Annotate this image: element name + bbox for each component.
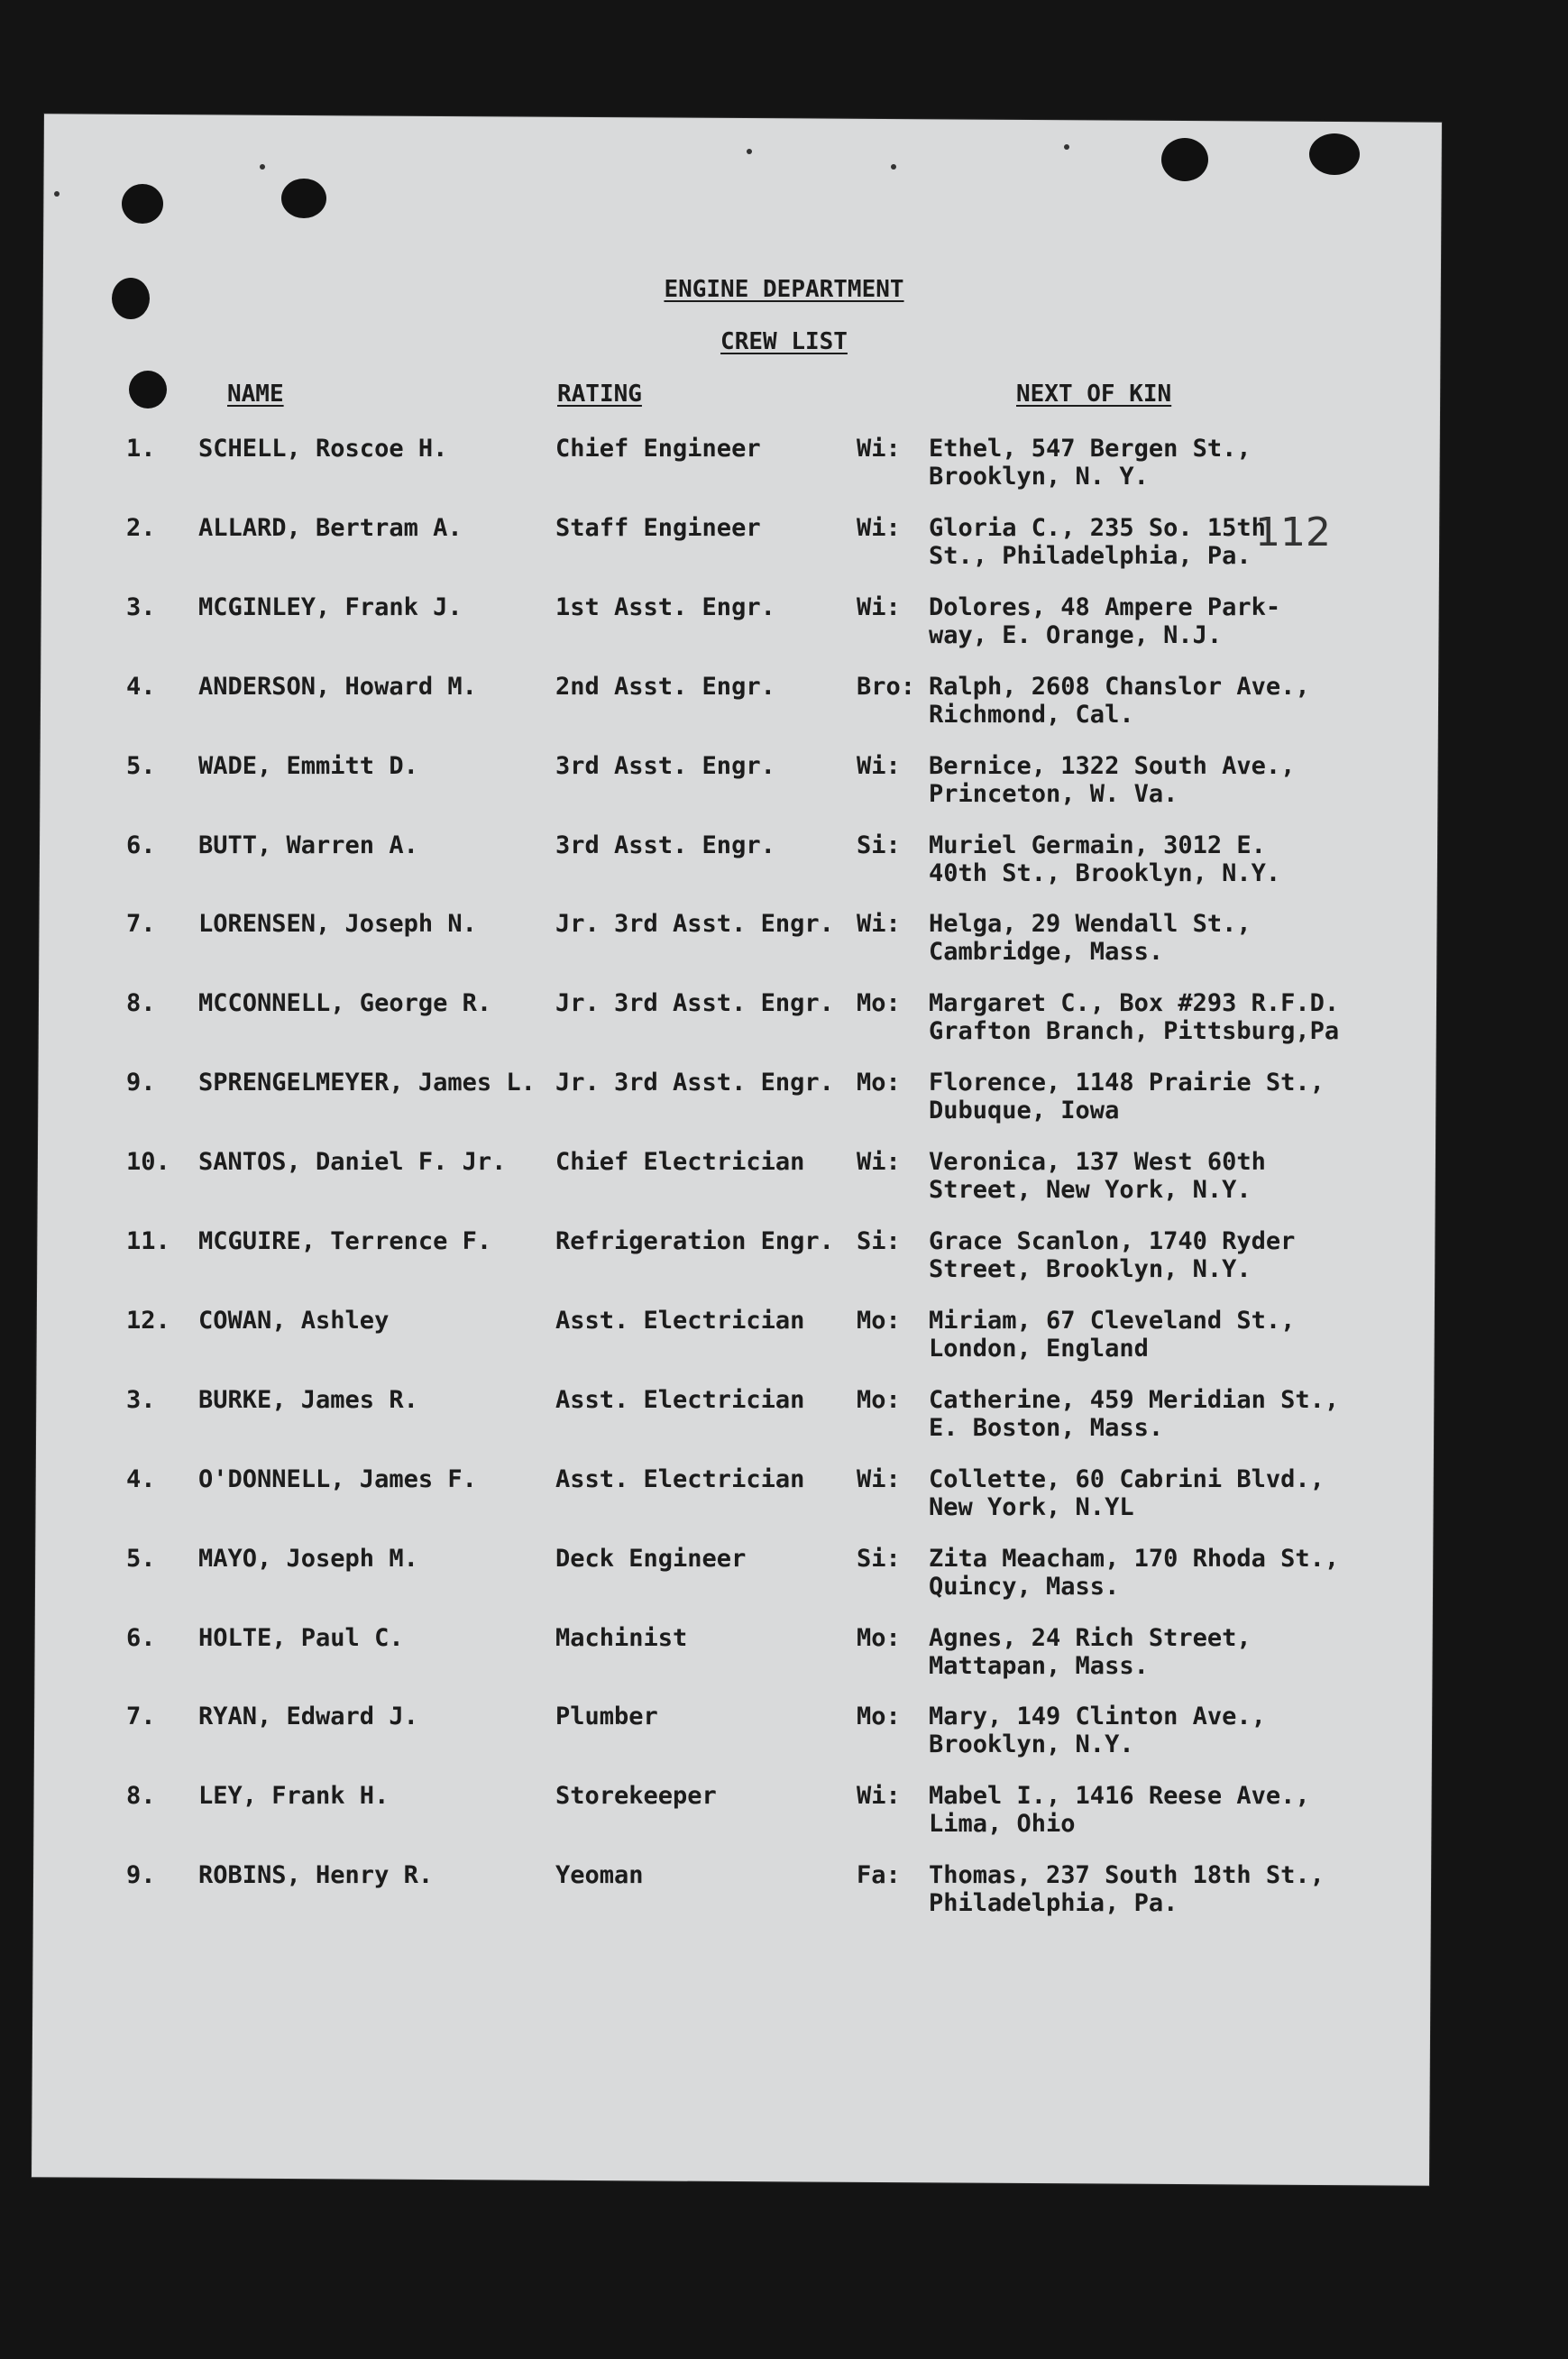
next-of-kin-address [929,593,1280,649]
crew-name: LORENSEN, Joseph N. [198,910,477,938]
crew-row [0,831,1568,904]
kin-line-2: Cambridge, Mass. [929,938,1164,966]
kin-line-1: Collette, 60 Cabrini Blvd., [929,1465,1325,1493]
kin-line-2: 40th St., Brooklyn, N.Y. [929,859,1281,887]
next-of-kin-address [929,1861,1325,1917]
crew-name: ROBINS, Henry R. [198,1861,434,1889]
crew-name: SCHELL, Roscoe H. [198,435,448,463]
crew-row [0,1624,1568,1696]
crew-rating: Yeoman [555,1861,644,1889]
row-number: 7. [126,910,156,938]
row-number: 1. [126,435,156,463]
crew-name: LEY, Frank H. [198,1782,390,1810]
row-number: 4. [126,1465,156,1493]
crew-row [0,1227,1568,1299]
row-number: 6. [126,831,156,859]
next-of-kin-address [929,831,1280,887]
crew-rating: Storekeeper [555,1782,717,1810]
column-header-rating: RATING [557,381,642,408]
next-of-kin-address [929,435,1252,491]
next-of-kin-address [929,1148,1266,1204]
kin-line-2: Brooklyn, N. Y. [929,463,1149,491]
kin-line-1: Mabel I., 1416 Reese Ave., [929,1782,1310,1810]
crew-name: MCGINLEY, Frank J. [198,593,463,621]
row-number: 7. [126,1703,156,1730]
crew-rating: Deck Engineer [555,1545,747,1573]
punch-hole [129,371,167,408]
kin-line-1: Catherine, 459 Meridian St., [929,1386,1340,1414]
kin-line-2: Street, New York, N.Y. [929,1176,1252,1204]
crew-row [0,1069,1568,1141]
crew-rating: Staff Engineer [555,514,761,542]
crew-rating: Jr. 3rd Asst. Engr. [555,989,834,1017]
crew-row [0,752,1568,824]
crew-name: BUTT, Warren A. [198,831,418,859]
next-of-kin-address [929,989,1339,1045]
document-title: ENGINE DEPARTMENT [664,276,904,303]
kin-line-1: Mary, 149 Clinton Ave., [929,1703,1266,1730]
row-number: 3. [126,1386,156,1414]
document-subtitle: CREW LIST [720,328,848,355]
crew-row [0,1545,1568,1617]
kin-line-1: Bernice, 1322 South Ave., [929,752,1296,780]
next-of-kin-address [929,1069,1325,1124]
kin-line-2: Richmond, Cal. [929,701,1134,729]
crew-rating: Refrigeration Engr. [555,1227,834,1255]
kin-line-1: Thomas, 237 South 18th St., [929,1861,1325,1889]
crew-name: RYAN, Edward J. [198,1703,418,1730]
kin-line-2: Grafton Branch, Pittsburg,Pa [929,1017,1340,1045]
crew-rating: Asst. Electrician [555,1465,805,1493]
row-number: 5. [126,1545,156,1573]
row-number: 9. [126,1861,156,1889]
kin-line-1: Gloria C., 235 So. 15th [929,514,1266,542]
kin-line-2: Princeton, W. Va. [929,780,1178,808]
crew-name: COWAN, Ashley [198,1307,390,1335]
crew-row [0,1307,1568,1379]
kin-line-2: New York, N.YL [929,1493,1134,1521]
row-number: 10. [126,1148,170,1176]
next-of-kin-address [929,1782,1310,1838]
crew-row [0,1861,1568,1933]
row-number: 5. [126,752,156,780]
crew-name: WADE, Emmitt D. [198,752,418,780]
crew-rating: Plumber [555,1703,658,1730]
kin-relation: Mo: [857,1069,901,1097]
kin-line-1: Muriel Germain, 3012 E. [929,831,1266,859]
next-of-kin-address [929,1624,1252,1680]
dust-speck [891,164,896,170]
next-of-kin-address [929,1386,1339,1442]
crew-rating: Asst. Electrician [555,1307,805,1335]
crew-row [0,1782,1568,1854]
kin-line-2: Mattapan, Mass. [929,1652,1149,1680]
crew-name: ALLARD, Bertram A. [198,514,463,542]
column-header-next-of-kin: NEXT OF KIN [1016,381,1172,408]
kin-relation: Wi: [857,514,901,542]
crew-name: ANDERSON, Howard M. [198,673,477,701]
kin-relation: Wi: [857,752,901,780]
kin-line-2: Lima, Ohio [929,1810,1076,1838]
punch-hole [1309,133,1360,175]
crew-name: BURKE, James R. [198,1386,418,1414]
crew-rating: 3rd Asst. Engr. [555,752,775,780]
punch-hole [281,179,326,218]
kin-relation: Wi: [857,435,901,463]
kin-relation: Mo: [857,1703,901,1730]
dust-speck [260,164,265,170]
kin-line-2: Dubuque, Iowa [929,1097,1120,1124]
kin-line-1: Florence, 1148 Prairie St., [929,1069,1325,1097]
crew-rating: 1st Asst. Engr. [555,593,775,621]
kin-line-1: Agnes, 24 Rich Street, [929,1624,1252,1652]
kin-line-2: St., Philadelphia, Pa. [929,542,1252,570]
kin-relation: Si: [857,1227,901,1255]
crew-name: SANTOS, Daniel F. Jr. [198,1148,507,1176]
punch-hole [122,184,163,224]
column-header-name: NAME [227,381,284,408]
kin-relation: Wi: [857,1465,901,1493]
kin-line-1: Zita Meacham, 170 Rhoda St., [929,1545,1340,1573]
row-number: 6. [126,1624,156,1652]
kin-line-1: Margaret C., Box #293 R.F.D. [929,989,1340,1017]
crew-row [0,989,1568,1061]
row-number: 4. [126,673,156,701]
crew-row [0,1386,1568,1458]
crew-row [0,1465,1568,1537]
crew-rating: 3rd Asst. Engr. [555,831,775,859]
kin-line-2: London, England [929,1335,1149,1363]
next-of-kin-address [929,1307,1295,1363]
kin-line-2: way, E. Orange, N.J. [929,621,1223,649]
next-of-kin-address [929,514,1266,570]
crew-rating: 2nd Asst. Engr. [555,673,775,701]
row-number: 3. [126,593,156,621]
crew-rating: Jr. 3rd Asst. Engr. [555,1069,834,1097]
crew-name: MCCONNELL, George R. [198,989,492,1017]
page-number-stamp: 112 [1255,509,1331,555]
kin-line-2: Quincy, Mass. [929,1573,1120,1601]
kin-relation: Bro: [857,673,916,701]
kin-line-1: Ralph, 2608 Chanslor Ave., [929,673,1310,701]
next-of-kin-address [929,1545,1339,1601]
crew-rating: Machinist [555,1624,688,1652]
next-of-kin-address [929,752,1295,808]
crew-row [0,593,1568,665]
kin-relation: Mo: [857,1307,901,1335]
kin-line-2: Brooklyn, N.Y. [929,1730,1134,1758]
row-number: 2. [126,514,156,542]
kin-line-1: Dolores, 48 Ampere Park- [929,593,1281,621]
next-of-kin-address [929,1703,1266,1758]
kin-relation: Si: [857,1545,901,1573]
kin-line-1: Grace Scanlon, 1740 Ryder [929,1227,1296,1255]
row-number: 9. [126,1069,156,1097]
crew-name: MCGUIRE, Terrence F. [198,1227,492,1255]
kin-relation: Mo: [857,1386,901,1414]
kin-line-1: Helga, 29 Wendall St., [929,910,1252,938]
dust-speck [747,149,752,154]
crew-rating: Asst. Electrician [555,1386,805,1414]
crew-row [0,435,1568,507]
punch-hole [1161,138,1208,181]
crew-rating: Jr. 3rd Asst. Engr. [555,910,834,938]
crew-row [0,514,1568,586]
kin-relation: Fa: [857,1861,901,1889]
crew-name: MAYO, Joseph M. [198,1545,418,1573]
crew-rating: Chief Electrician [555,1148,805,1176]
dust-speck [54,191,60,197]
next-of-kin-address [929,1227,1295,1283]
row-number: 8. [126,1782,156,1810]
crew-name: O'DONNELL, James F. [198,1465,477,1493]
crew-rating: Chief Engineer [555,435,761,463]
crew-row [0,673,1568,745]
kin-relation: Wi: [857,593,901,621]
kin-line-2: E. Boston, Mass. [929,1414,1164,1442]
crew-row [0,1148,1568,1220]
crew-row [0,1703,1568,1775]
row-number: 12. [126,1307,170,1335]
kin-relation: Wi: [857,910,901,938]
kin-line-2: Street, Brooklyn, N.Y. [929,1255,1252,1283]
kin-relation: Wi: [857,1148,901,1176]
row-number: 8. [126,989,156,1017]
next-of-kin-address [929,910,1252,966]
kin-line-1: Miriam, 67 Cleveland St., [929,1307,1296,1335]
crew-name: SPRENGELMEYER, James L. [198,1069,536,1097]
kin-relation: Mo: [857,1624,901,1652]
next-of-kin-address [929,673,1310,729]
kin-relation: Mo: [857,989,901,1017]
kin-line-1: Veronica, 137 West 60th [929,1148,1266,1176]
crew-row [0,910,1568,982]
kin-line-1: Ethel, 547 Bergen St., [929,435,1252,463]
next-of-kin-address [929,1465,1325,1521]
kin-relation: Si: [857,831,901,859]
dust-speck [1064,144,1069,150]
row-number: 11. [126,1227,170,1255]
kin-relation: Wi: [857,1782,901,1810]
kin-line-2: Philadelphia, Pa. [929,1889,1178,1917]
crew-name: HOLTE, Paul C. [198,1624,404,1652]
